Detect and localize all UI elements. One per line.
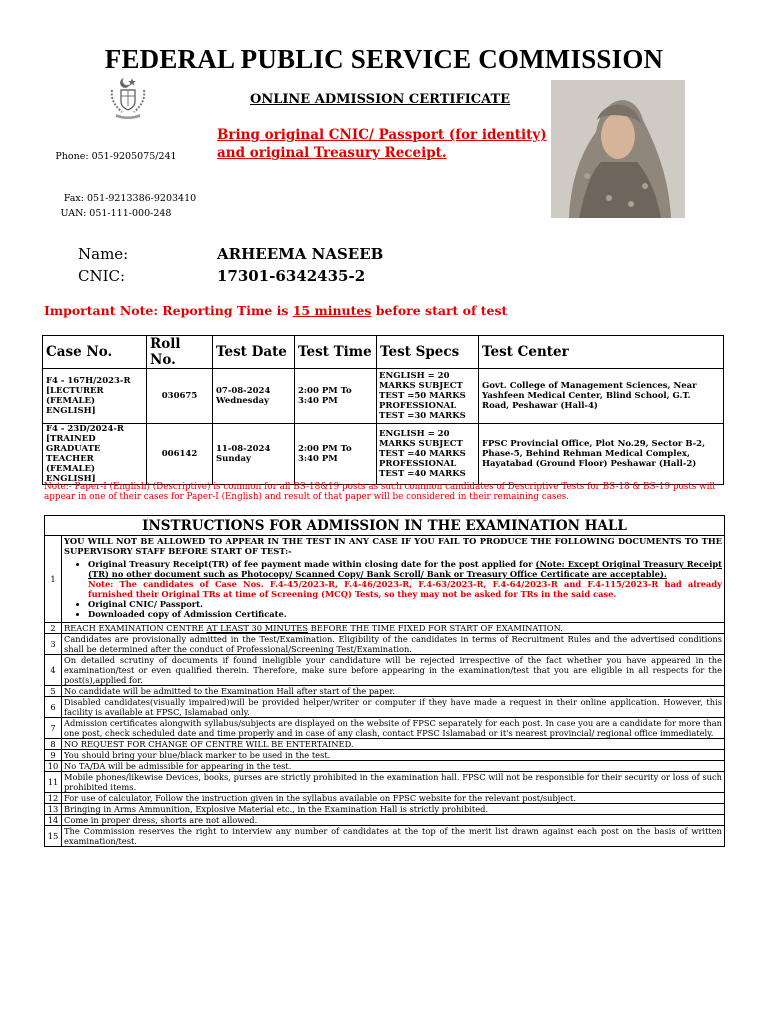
paper-english-note: Note:- Paper-I (English) (Descriptive) is common for all BS-18&19 posts as such common candidates of Descriptive Tests for BS-18 & BS-19 posts will appear in one of their cases for Paper-I (English) and result of that paper will be considered in their remaining cases.	[44, 482, 716, 502]
instruction-intro: YOU WILL NOT BE ALLOWED TO APPEAR IN THE TEST IN ANY CASE IF YOU FAIL TO PRODUCE THE FOLLOWING DOCUMENTS TO THE SUPERVISORY STAFF BEFORE START OF TEST:-	[64, 536, 722, 556]
instruction-row	[45, 815, 725, 826]
case-nos-note: Note: The candidates of Case Nos. F.4-45/2023-R, F.4-46/2023-R, F.4-63/2023-R, F.4-64/2023-R and F.4-115/2023-R had already furnished their Original TRs at time of Screening (MCQ) Tests, so they may not be asked for TRs in the said case.	[88, 579, 722, 599]
instruction-number: 7	[45, 718, 62, 739]
instructions-table	[44, 515, 725, 847]
instruction-text: NO REQUEST FOR CHANGE OF CENTRE WILL BE ENTERTAINED.	[62, 739, 725, 750]
instruction-row	[45, 804, 725, 815]
header-test-date: Test Date	[213, 336, 295, 369]
instruction-text: Come in proper dress, shorts are not allowed.	[62, 815, 725, 826]
list-item: • Downloaded copy of Admission Certificate.	[88, 609, 722, 619]
treasury-receipt-text: Original Treasury Receipt(TR) of fee payment made within closing date for the post applied for	[88, 559, 536, 569]
table-header-row	[43, 336, 724, 369]
instruction-row	[45, 634, 725, 655]
fax-number: Fax: 051-9213386-9203410	[63, 193, 197, 204]
instruction-row	[45, 793, 725, 804]
instruction-text: Admission certificates alongwith syllabus/subjects are displayed on the website of FPSC separately for each post. In case you are a candidate for more than one post, check scheduled date and time properly and in case of any clash, contact FPSC Islamabad or it's nearest provincial/ regional office immediately.	[62, 718, 725, 739]
case-no-cell: F4 - 23D/2024-R [TRAINED GRADUATE TEACHER (FEMALE) ENGLISH]	[43, 424, 147, 485]
case-no-cell: F4 - 167H/2023-R [LECTURER (FEMALE) ENGLISH]	[43, 369, 147, 424]
instruction-row	[45, 623, 725, 634]
instruction-text: On detailed scrutiny of documents if found ineligible your candidature will be rejected irrespective of the fact whether you have appeared in the examination/test or even qualified therein. Therefore, make sure before appearing in the examination/test that you are eligible in all respects for the post(s),applied for.	[62, 655, 725, 686]
header-test-center: Test Center	[479, 336, 724, 369]
instruction-number: 14	[45, 815, 62, 826]
instruction-number: 10	[45, 761, 62, 772]
instruction-text: Disabled candidates(visually impaired)will be provided helper/writer or computer if they have made a request in their online application. However, this facility is available at FPSC, Islamabad only.	[62, 697, 725, 718]
candidate-cnic: 17301-6342435-2	[217, 267, 366, 285]
list-item	[88, 559, 722, 599]
instruction-row	[45, 750, 725, 761]
header-test-specs: Test Specs	[377, 336, 479, 369]
bring-documents-notice: Bring original CNIC/ Passport (for identity) and original Treasury Receipt.	[217, 127, 547, 161]
instruction-number: 15	[45, 826, 62, 847]
instruction-number: 8	[45, 739, 62, 750]
name-label: Name:	[78, 245, 129, 263]
state-emblem-icon	[108, 76, 148, 120]
header-case-no: Case No.	[43, 336, 147, 369]
test-specs-cell: ENGLISH = 20 MARKS SUBJECT TEST =40 MARKS PROFESSIONAL TEST =40 MARKS	[377, 424, 479, 485]
uan-number: UAN: 051-111-000-248	[60, 208, 172, 219]
test-center-cell: FPSC Provincial Office, Plot No.29, Sector B-2, Phase-5, Behind Rehman Medical Complex, Hayatabad (Ground Floor) Peshawar (Hall-2)	[479, 424, 724, 485]
reporting-time-note	[44, 303, 507, 318]
instruction-text: No candidate will be admitted to the Examination Hall after start of the paper.	[62, 686, 725, 697]
table-row	[43, 424, 724, 485]
instruction-text: Candidates are provisionally admitted in the Test/Examination. Eligibility of the candidates in terms of Recruitment Rules and the advertised conditions shall be determined after the conduct of Professional/Screening Test/Examination.	[62, 634, 725, 655]
instruction-text	[62, 536, 725, 623]
reach-underlined: AT LEAST 30 MINUTES	[206, 623, 309, 633]
instruction-number: 3	[45, 634, 62, 655]
instruction-number: 6	[45, 697, 62, 718]
note-suffix: before start of test	[371, 303, 508, 318]
test-time-cell: 2:00 PM To 3:40 PM	[295, 369, 377, 424]
certificate-subtitle: ONLINE ADMISSION CERTIFICATE	[250, 92, 511, 107]
instruction-number: 2	[45, 623, 62, 634]
list-item: • Original CNIC/ Passport.	[88, 599, 722, 609]
instruction-row	[45, 739, 725, 750]
instruction-number: 13	[45, 804, 62, 815]
instruction-number: 11	[45, 772, 62, 793]
table-row	[43, 369, 724, 424]
reach-before: REACH EXAMINATION CENTRE	[64, 623, 207, 633]
instruction-text	[62, 623, 725, 634]
candidate-photo	[551, 80, 685, 218]
test-specs-cell: ENGLISH = 20 MARKS SUBJECT TEST =50 MARKS PROFESSIONAL TEST =30 MARKS	[377, 369, 479, 424]
instruction-row	[45, 697, 725, 718]
note-highlight: 15 minutes	[292, 303, 372, 318]
roll-no-cell: 030675	[147, 369, 213, 424]
test-date-cell: 07-08-2024 Wednesday	[213, 369, 295, 424]
instruction-text: For use of calculator, Follow the instruction given in the syllabus available on FPSC website for the relevant post/subject.	[62, 793, 725, 804]
page-title: FEDERAL PUBLIC SERVICE COMMISSION	[104, 44, 664, 74]
treasury-receipt-note: (Note: Except Original Treasury Receipt (TR) no other document such as Photocopy/ Scanned Copy/ Bank Scroll/ Bank or Treasury Office Certificate are acceptable).	[88, 559, 722, 579]
instruction-row	[45, 826, 725, 847]
instruction-number: 5	[45, 686, 62, 697]
instruction-number: 9	[45, 750, 62, 761]
instruction-row	[45, 761, 725, 772]
header-test-time: Test Time	[295, 336, 377, 369]
instruction-number: 12	[45, 793, 62, 804]
cnic-label: CNIC:	[78, 267, 126, 285]
instructions-heading: INSTRUCTIONS FOR ADMISSION IN THE EXAMINATION HALL	[45, 516, 725, 536]
phone-number: Phone: 051-9205075/241	[55, 151, 177, 162]
candidate-name: ARHEEMA NASEEB	[217, 245, 384, 263]
instruction-number: 4	[45, 655, 62, 686]
instruction-row	[45, 536, 725, 623]
roll-no-cell: 006142	[147, 424, 213, 485]
reach-after: BEFORE THE TIME FIXED FOR START OF EXAMINATION.	[308, 623, 563, 633]
note-prefix: Important Note: Reporting Time is	[44, 303, 293, 318]
test-center-cell: Govt. College of Management Sciences, Near Yashfeen Medical Center, Blind School, G.T. Road, Peshawar (Hall-4)	[479, 369, 724, 424]
instruction-text: You should bring your blue/black marker to be used in the test.	[62, 750, 725, 761]
instruction-row	[45, 686, 725, 697]
instruction-text: Mobile phones/likewise Devices, books, purses are strictly prohibited in the examination hall. FPSC will not be responsible for their security or loss of such prohibited items.	[62, 772, 725, 793]
instruction-number: 1	[45, 536, 62, 623]
instruction-row	[45, 718, 725, 739]
test-schedule-table	[42, 335, 724, 485]
instruction-row	[45, 772, 725, 793]
header-roll-no: Roll No.	[147, 336, 213, 369]
test-date-cell: 11-08-2024 Sunday	[213, 424, 295, 485]
instruction-row	[45, 655, 725, 686]
test-time-cell: 2:00 PM To 3:40 PM	[295, 424, 377, 485]
instruction-text: No TA/DA will be admissible for appearing in the test.	[62, 761, 725, 772]
required-documents-list	[88, 559, 722, 619]
instruction-text: Bringing in Arms Ammunition, Explosive Material etc., in the Examination Hall is strictly prohibited.	[62, 804, 725, 815]
instruction-text: The Commission reserves the right to interview any number of candidates at the top of the merit list drawn against each post on the basis of written examination/test.	[62, 826, 725, 847]
